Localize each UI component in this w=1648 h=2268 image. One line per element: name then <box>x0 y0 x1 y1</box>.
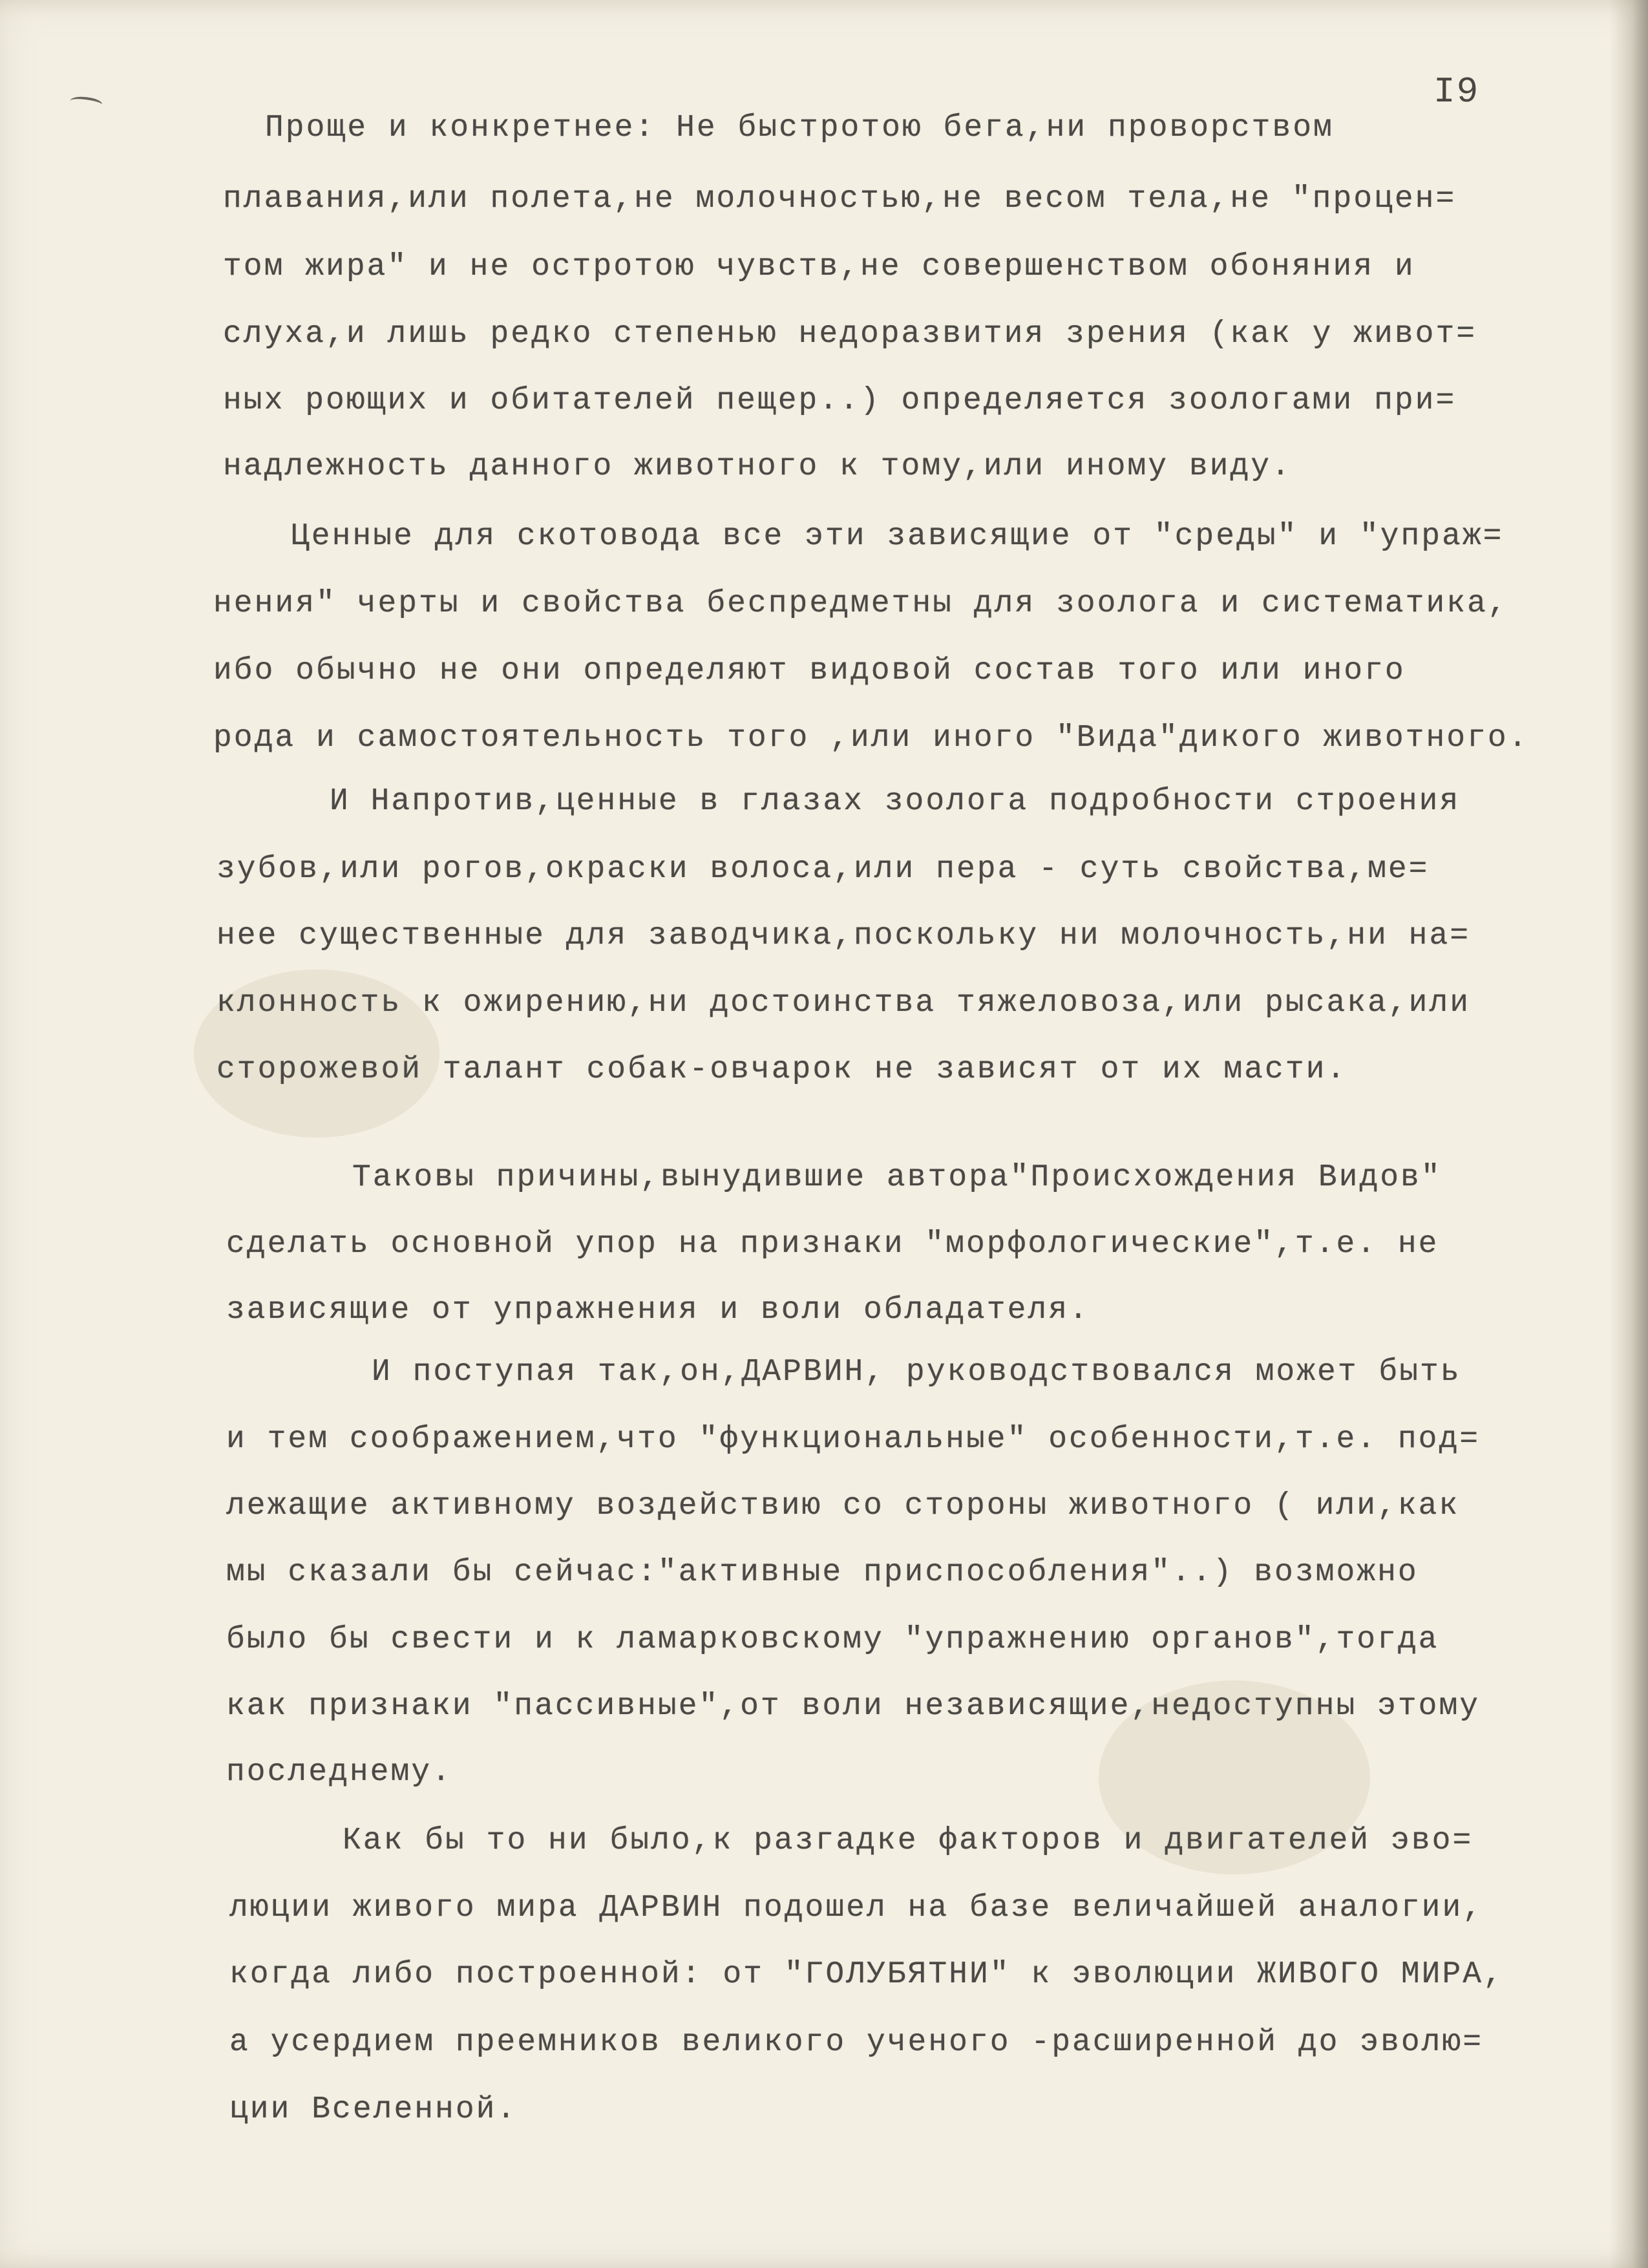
text-line: как признаки "пассивные",от воли независящие,недоступны этому <box>226 1689 1481 1724</box>
text-line: лежащие активному воздействию со стороны животного ( или,как <box>226 1489 1460 1523</box>
text-line: ных роющих и обитателей пещер..) определяется зоологами при= <box>223 383 1457 418</box>
text-line: зубов,или рогов,окраски волоса,или пера - суть свойства,ме= <box>217 852 1430 887</box>
text-line: а усердием преемников великого ученого -расширенной до эволю= <box>229 2025 1484 2060</box>
text-line: зависящие от упражнения и воли обладателя. <box>226 1293 1090 1328</box>
text-line: ции Вселенной. <box>229 2092 518 2127</box>
text-line: сделать основной упор на признаки "морфологические",т.е. не <box>226 1227 1439 1262</box>
page-number: I9 <box>1433 71 1480 112</box>
text-line: И Напротив,ценные в глазах зоолога подробности строения <box>330 784 1461 819</box>
text-line: и тем соображением,что "функциональные" особенности,т.е. под= <box>226 1422 1481 1457</box>
text-line: Как бы то ни было,к разгадке факторов и двигателей эво= <box>343 1823 1474 1858</box>
text-line: нения" черты и свойства беспредметны для зоолога и систематика, <box>213 586 1508 621</box>
text-line: И поступая так,он,ДАРВИН, руководствовался может быть <box>372 1355 1461 1390</box>
text-line: рода и самостоятельность того ,или иного "Вида"дикого животного. <box>213 721 1529 756</box>
text-line: последнему. <box>226 1755 452 1790</box>
text-line: клонность к ожирению,ни достоинства тяжеловоза,или рысака,или <box>217 986 1471 1021</box>
text-line: сторожевой талант собак-овчарок не зависят от их масти. <box>217 1052 1347 1087</box>
text-line: Ценные для скотовода все эти зависящие от "среды" и "упраж= <box>291 519 1504 554</box>
text-line: Проще и конкретнее: Не быстротою бега,ни проворством <box>265 111 1334 145</box>
text-line: том жира" и не остротою чувств,не совершенством обоняния и <box>223 249 1415 284</box>
paper-edge-shadow <box>1609 0 1648 2268</box>
margin-mark <box>69 94 103 111</box>
text-line: слуха,и лишь редко степенью недоразвития зрения (как у живот= <box>223 317 1477 352</box>
text-line: надлежность данного животного к тому,или иному виду. <box>223 449 1292 484</box>
text-line: было бы свести и к ламарковскому "упражнению органов",тогда <box>226 1622 1439 1657</box>
text-line: когда либо построенной: от "ГОЛУБЯТНИ" к эволюции ЖИВОГО МИРА, <box>229 1957 1504 1992</box>
text-line: нее существенные для заводчика,поскольку ни молочность,ни на= <box>217 918 1471 953</box>
text-line: Таковы причины,вынудившие автора"Происхождения Видов" <box>352 1160 1442 1195</box>
text-line: плавания,или полета,не молочностью,не весом тела,не "процен= <box>223 182 1457 217</box>
text-line: ибо обычно не они определяют видовой состав того или иного <box>213 653 1406 688</box>
text-line: мы сказали бы сейчас:"активные приспособления"..) возможно <box>226 1555 1419 1590</box>
text-line: люции живого мира ДАРВИН подошел на базе величайшей аналогии, <box>229 1891 1484 1925</box>
